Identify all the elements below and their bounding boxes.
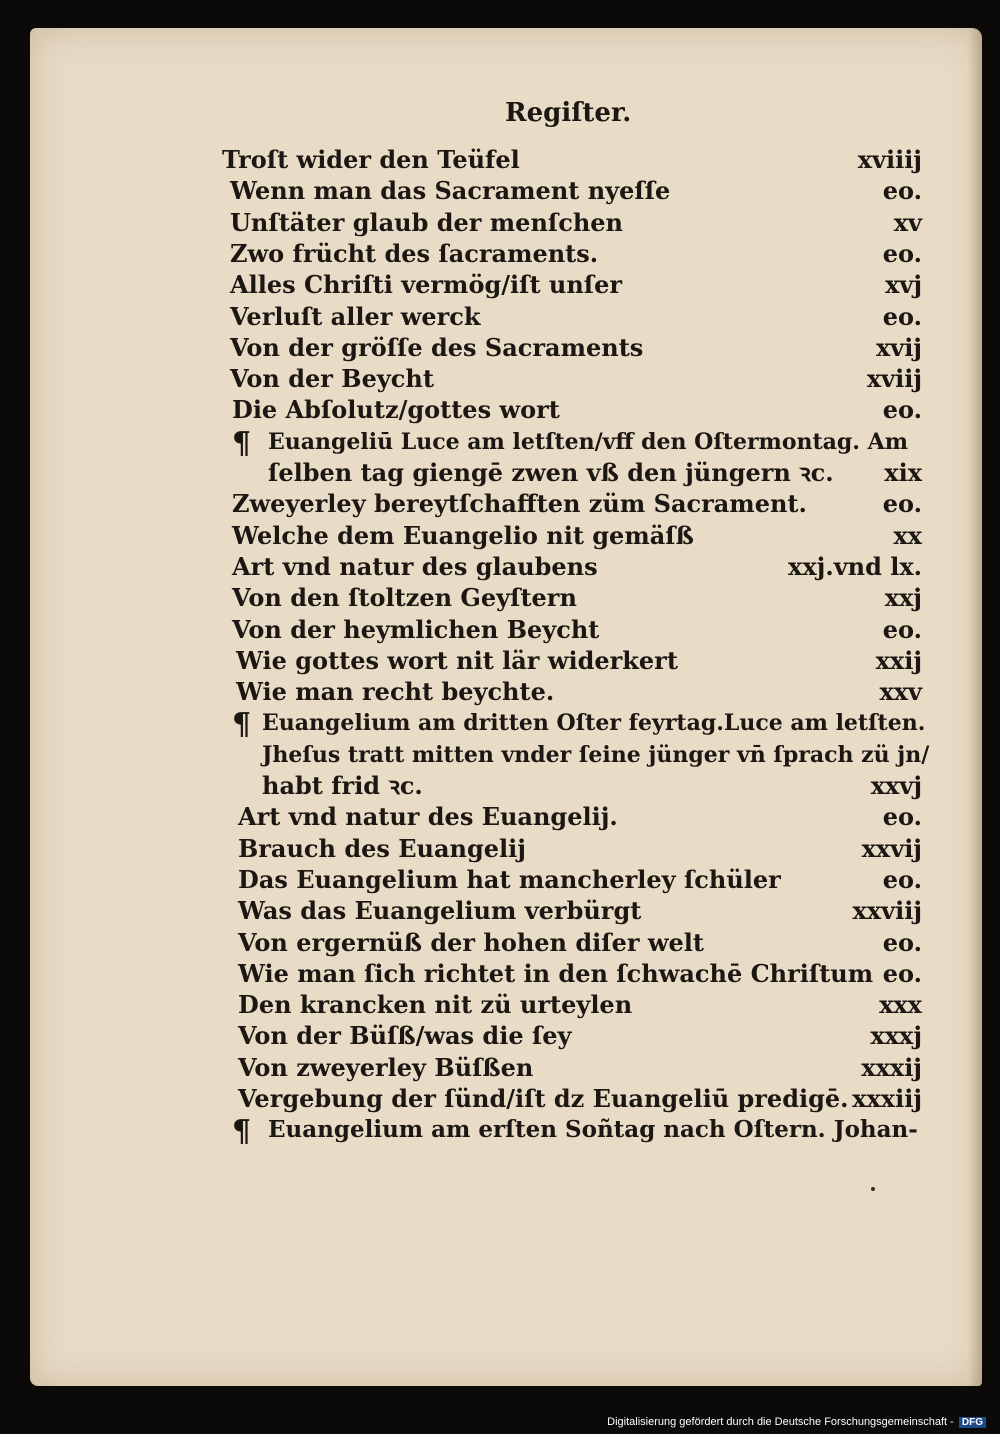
register-entry-text: Unſtäter glaub der menſchen xyxy=(230,208,623,237)
paragraph-mark-icon: ¶ xyxy=(232,707,252,742)
folio-reference: eo. xyxy=(882,176,922,205)
register-entry-text: Von der Beycht xyxy=(230,364,434,393)
register-entry-text: Alles Chriſti vermög/iſt unſer xyxy=(230,270,623,299)
folio-reference: eo. xyxy=(882,802,922,831)
register-entry-text: Was das Euangelium verbürgt xyxy=(238,896,642,925)
register-entry-text: Wie man ſich richtet in den ſchwachē Chriſtum xyxy=(238,959,874,988)
register-entry-text: Wie man recht beychte. xyxy=(236,677,555,706)
register-entry-text: Den krancken nit zü urteylen xyxy=(238,990,633,1019)
register-entry-text: Art vnd natur des glaubens xyxy=(232,552,598,581)
folio-reference: xxj.vnd lx. xyxy=(788,552,922,581)
digitization-credit xyxy=(607,1416,986,1428)
page-header: Regiſter. xyxy=(505,98,632,128)
register-entry-text: Verluſt aller werck xyxy=(230,302,481,331)
register-entry-text: Jheſus tratt mitten vnder ſeine jünger vn̄ ſprach zü jn/ xyxy=(262,742,930,768)
folio-reference: xxx xyxy=(879,990,922,1019)
folio-reference: xviiij xyxy=(857,145,922,174)
folio-reference: xxv xyxy=(879,677,922,706)
folio-reference: eo. xyxy=(882,615,922,644)
register-entry-text: Zwo frücht des ſacraments. xyxy=(230,239,599,268)
register-entry-text: Wenn man das Sacrament nyeſſe xyxy=(230,176,671,205)
folio-reference: eo. xyxy=(882,928,922,957)
folio-reference: xviij xyxy=(866,364,922,393)
register-entry-text: Art vnd natur des Euangelij. xyxy=(238,802,618,831)
register-entry-text: habt frid ꝛc. xyxy=(262,771,423,800)
register-entry-text: Brauch des Euangelij xyxy=(238,834,526,863)
folio-reference: xxxiij xyxy=(852,1084,922,1113)
folio-reference: eo. xyxy=(882,239,922,268)
dfg-logo: DFG xyxy=(959,1417,986,1428)
register-entry-text: Die Abſolutz/gottes wort xyxy=(232,395,560,424)
folio-reference: eo. xyxy=(882,302,922,331)
folio-reference: xvij xyxy=(875,333,922,362)
register-entry-text: Zweyerley bereytſchafften züm Sacrament. xyxy=(232,489,807,518)
register-entry-text: Von zweyerley Büſßen xyxy=(238,1053,534,1082)
folio-reference: xxxj xyxy=(870,1021,922,1050)
register-entry-text: Euangelium am dritten Oſter feyrtag.Luce am letſten. xyxy=(262,710,926,736)
folio-reference: xx xyxy=(893,521,922,550)
register-entry-text: Welche dem Euangelio nit gemäſß xyxy=(232,521,694,550)
register-entry-text: Das Euangelium hat mancherley ſchüler xyxy=(238,865,781,894)
folio-reference: eo. xyxy=(882,489,922,518)
register-entry-text: Troſt wider den Teüfel xyxy=(222,145,520,174)
folio-reference: xxj xyxy=(884,583,922,612)
folio-reference: xxij xyxy=(875,646,922,675)
folio-reference: xxviij xyxy=(852,896,922,925)
folio-reference: xxxij xyxy=(861,1053,922,1082)
folio-reference: eo. xyxy=(882,959,922,988)
folio-reference: xix xyxy=(884,458,922,487)
register-entry-text: ſelben tag giengē zwen vß den jüngern ꝛc. xyxy=(268,458,834,487)
register-entry-text: Von ergernüß der hohen diſer welt xyxy=(238,928,704,957)
folio-reference: xxvij xyxy=(861,834,922,863)
folio-reference: eo. xyxy=(882,395,922,424)
register-entry-text: Euangelium am erſten Soñtag nach Oſtern. Johan- xyxy=(268,1116,918,1143)
paragraph-mark-icon: ¶ xyxy=(232,1114,252,1149)
register-entry-text: Von der heymlichen Beycht xyxy=(232,615,600,644)
register-entry-text: Von der Büſß/was die ſey xyxy=(238,1021,572,1050)
folio-reference: xvj xyxy=(885,270,922,299)
credit-text: Digitalisierung gefördert durch die Deutsche Forschungsgemeinschaft - xyxy=(607,1416,954,1428)
paragraph-mark-icon: ¶ xyxy=(232,426,252,461)
register-entry-text: Von der gröſſe des Sacraments xyxy=(230,333,644,362)
register-entry-text: Vergebung der ſünd/iſt dz Euangeliū predigē. xyxy=(238,1084,849,1113)
ink-speck xyxy=(871,1187,875,1191)
folio-reference: xxvj xyxy=(870,771,922,800)
folio-reference: xv xyxy=(893,208,922,237)
register-entry-text: Wie gottes wort nit lär widerkert xyxy=(236,646,678,675)
register-entry-text: Euangeliū Luce am letſten/vff den Oſtermontag. Am xyxy=(268,429,908,455)
folio-reference: eo. xyxy=(882,865,922,894)
register-entry-text: Von den ſtoltzen Geyſtern xyxy=(232,583,577,612)
